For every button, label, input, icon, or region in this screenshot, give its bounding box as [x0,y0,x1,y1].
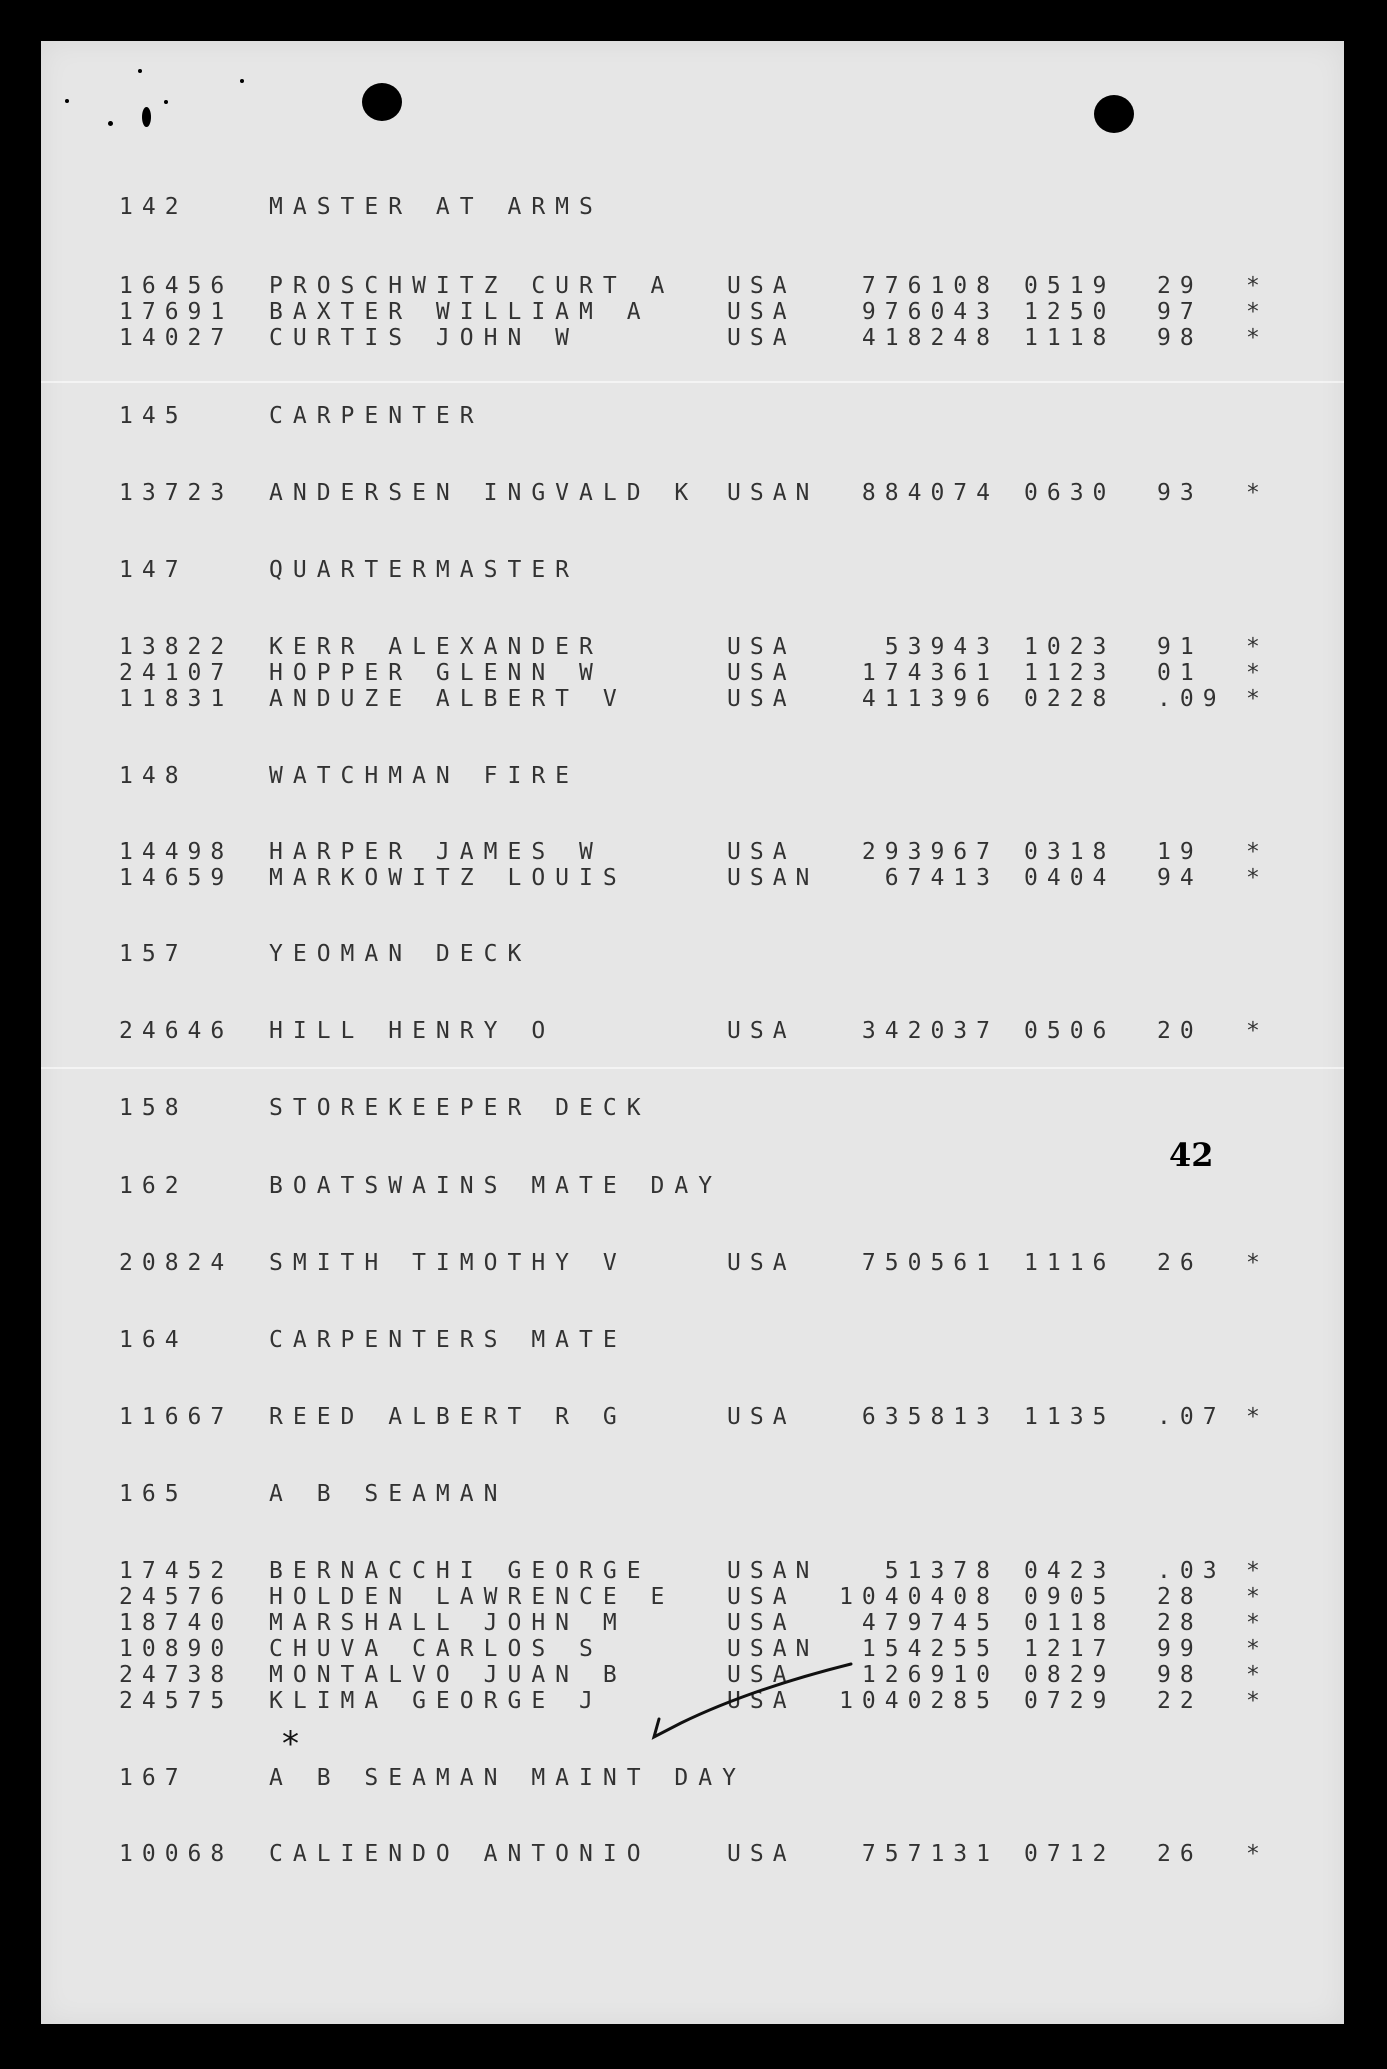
crew-name: CHUVA CARLOS S [269,1636,603,1662]
rating-code: 164 [119,1327,188,1353]
certificate-number: 418248 [861,325,999,351]
crew-entry [119,1250,1299,1276]
entry-mark: * [1246,1558,1260,1584]
year-code: 22 [1157,1688,1203,1714]
crew-entry [119,865,1299,891]
crew-name: SMITH TIMOTHY V [269,1250,627,1276]
year-code: 26 [1157,1841,1203,1867]
nationality: USA [727,660,796,686]
rating-heading [119,941,1299,967]
fold-line [41,381,1344,383]
rating-title: CARPENTERS MATE [269,1327,627,1353]
entry-mark: * [1246,1841,1260,1867]
year-code: 98 [1157,325,1203,351]
ink-speck [142,107,151,127]
rating-title: A B SEAMAN MAINT DAY [269,1765,746,1791]
nationality: USA [727,299,796,325]
rating-heading [119,763,1299,789]
book-number: 24107 [119,660,234,686]
crew-name: HARPER JAMES W [269,839,603,865]
certificate-number: 479745 [861,1610,999,1636]
crew-name: CURTIS JOHN W [269,325,580,351]
crew-entry [119,634,1299,660]
nationality: USA [727,1584,796,1610]
nationality: USA [727,1662,796,1688]
book-number: 20824 [119,1250,234,1276]
date-code: 1250 [1024,299,1116,325]
book-number: 14498 [119,839,234,865]
ink-speck [240,79,244,83]
page-number: 42 [1169,1136,1214,1174]
handwritten-check-mark [641,1661,871,1741]
certificate-number: 1040408 [839,1584,999,1610]
entry-mark: * [1246,1584,1260,1610]
crew-name: MONTALVO JUAN B [269,1662,627,1688]
crew-name: CALIENDO ANTONIO [269,1841,651,1867]
punch-hole [1094,95,1134,133]
date-code: 0729 [1024,1688,1116,1714]
crew-entry [119,325,1299,351]
rating-heading [119,1765,1299,1791]
ink-speck [138,69,142,73]
date-code: 0118 [1024,1610,1116,1636]
crew-name: KERR ALEXANDER [269,634,603,660]
date-code: 1023 [1024,634,1116,660]
crew-entry [119,299,1299,325]
entry-mark: * [1246,865,1260,891]
year-code: .07 [1157,1404,1226,1430]
date-code: 0404 [1024,865,1116,891]
rating-heading [119,1481,1299,1507]
certificate-number: 67413 [884,865,999,891]
certificate-number: 976043 [861,299,999,325]
year-code: .03 [1157,1558,1226,1584]
book-number: 14027 [119,325,234,351]
crew-entry [119,273,1299,299]
rating-title: A B SEAMAN [269,1481,508,1507]
nationality: USA [727,325,796,351]
rating-heading [119,1095,1299,1121]
crew-entry [119,1404,1299,1430]
date-code: 0423 [1024,1558,1116,1584]
rating-heading [119,1173,1299,1199]
entry-mark: * [1246,325,1260,351]
crew-name: HILL HENRY O [269,1018,556,1044]
year-code: 20 [1157,1018,1203,1044]
date-code: 0519 [1024,273,1116,299]
certificate-number: 757131 [861,1841,999,1867]
entry-mark: * [1246,273,1260,299]
fold-line [41,1067,1344,1069]
entry-mark: * [1246,1404,1260,1430]
nationality: USA [727,839,796,865]
rating-title: MASTER AT ARMS [269,194,603,220]
book-number: 10890 [119,1636,234,1662]
rating-heading [119,194,1299,220]
book-number: 13822 [119,634,234,660]
punch-hole [362,83,402,121]
book-number: 24646 [119,1018,234,1044]
ink-speck [65,99,69,103]
year-code: .09 [1157,686,1226,712]
book-number: 16456 [119,273,234,299]
certificate-number: 53943 [884,634,999,660]
rating-code: 158 [119,1095,188,1121]
book-number: 24575 [119,1688,234,1714]
entry-mark: * [1246,1250,1260,1276]
entry-mark: * [1246,299,1260,325]
nationality: USA [727,1610,796,1636]
nationality: USA [727,273,796,299]
nationality: USAN [727,1636,819,1662]
certificate-number: 342037 [861,1018,999,1044]
crew-name: HOLDEN LAWRENCE E [269,1584,675,1610]
date-code: 0506 [1024,1018,1116,1044]
crew-name: BERNACCHI GEORGE [269,1558,651,1584]
rating-heading [119,403,1299,429]
book-number: 24576 [119,1584,234,1610]
year-code: 01 [1157,660,1203,686]
book-number: 14659 [119,865,234,891]
year-code: 99 [1157,1636,1203,1662]
date-code: 0905 [1024,1584,1116,1610]
date-code: 0829 [1024,1662,1116,1688]
crew-name: MARSHALL JOHN M [269,1610,627,1636]
crew-name: ANDUZE ALBERT V [269,686,627,712]
book-number: 17452 [119,1558,234,1584]
entry-mark: * [1246,1610,1260,1636]
rating-title: QUARTERMASTER [269,557,580,583]
entry-mark: * [1246,686,1260,712]
crew-name: REED ALBERT R G [269,1404,627,1430]
rating-title: WATCHMAN FIRE [269,763,580,789]
crew-entry [119,1636,1299,1662]
year-code: 98 [1157,1662,1203,1688]
ink-speck [108,121,113,126]
book-number: 24738 [119,1662,234,1688]
rating-code: 148 [119,763,188,789]
rating-heading [119,1327,1299,1353]
certificate-number: 776108 [861,273,999,299]
certificate-number: 750561 [861,1250,999,1276]
rating-code: 162 [119,1173,188,1199]
entry-mark: * [1246,480,1260,506]
year-code: 91 [1157,634,1203,660]
rating-code: 165 [119,1481,188,1507]
nationality: USAN [727,865,819,891]
year-code: 19 [1157,839,1203,865]
date-code: 0318 [1024,839,1116,865]
nationality: USA [727,1250,796,1276]
year-code: 93 [1157,480,1203,506]
book-number: 11831 [119,686,234,712]
crew-entry [119,480,1299,506]
certificate-number: 635813 [861,1404,999,1430]
entry-mark: * [1246,1636,1260,1662]
rating-code: 167 [119,1765,188,1791]
book-number: 11667 [119,1404,234,1430]
certificate-number: 154255 [861,1636,999,1662]
book-number: 18740 [119,1610,234,1636]
nationality: USAN [727,1558,819,1584]
nationality: USA [727,1841,796,1867]
certificate-number: 884074 [861,480,999,506]
rating-heading [119,557,1299,583]
crew-name: BAXTER WILLIAM A [269,299,651,325]
crew-entry [119,1018,1299,1044]
crew-name: ANDERSEN INGVALD K [269,480,699,506]
crew-entry [119,1841,1299,1867]
rating-title: YEOMAN DECK [269,941,532,967]
rating-code: 147 [119,557,188,583]
entry-mark: * [1246,1688,1260,1714]
nationality: USA [727,634,796,660]
year-code: 28 [1157,1584,1203,1610]
certificate-number: 293967 [861,839,999,865]
nationality: USA [727,1018,796,1044]
crew-name: KLIMA GEORGE J [269,1688,603,1714]
year-code: 26 [1157,1250,1203,1276]
rating-title: BOATSWAINS MATE DAY [269,1173,723,1199]
crew-entry [119,1610,1299,1636]
document-page [41,41,1344,2024]
crew-name: MARKOWITZ LOUIS [269,865,627,891]
crew-entry [119,1584,1299,1610]
year-code: 28 [1157,1610,1203,1636]
certificate-number: 1040285 [839,1688,999,1714]
date-code: 0630 [1024,480,1116,506]
rating-title: STOREKEEPER DECK [269,1095,651,1121]
entry-mark: * [1246,1662,1260,1688]
rating-title: CARPENTER [269,403,484,429]
nationality: USAN [727,480,819,506]
date-code: 1123 [1024,660,1116,686]
handwritten-star-mark: * [282,1724,299,1764]
nationality: USA [727,1404,796,1430]
book-number: 13723 [119,480,234,506]
nationality: USA [727,1688,796,1714]
crew-entry [119,686,1299,712]
nationality: USA [727,686,796,712]
crew-entry [119,839,1299,865]
book-number: 17691 [119,299,234,325]
crew-entry [119,1558,1299,1584]
year-code: 94 [1157,865,1203,891]
certificate-number: 126910 [861,1662,999,1688]
date-code: 0228 [1024,686,1116,712]
entry-mark: * [1246,634,1260,660]
rating-code: 157 [119,941,188,967]
crew-entry [119,660,1299,686]
certificate-number: 411396 [861,686,999,712]
entry-mark: * [1246,839,1260,865]
date-code: 1217 [1024,1636,1116,1662]
certificate-number: 51378 [884,1558,999,1584]
book-number: 10068 [119,1841,234,1867]
crew-name: HOPPER GLENN W [269,660,603,686]
crew-name: PROSCHWITZ CURT A [269,273,675,299]
rating-code: 142 [119,194,188,220]
ink-speck [164,100,168,104]
date-code: 1116 [1024,1250,1116,1276]
date-code: 1118 [1024,325,1116,351]
date-code: 0712 [1024,1841,1116,1867]
year-code: 97 [1157,299,1203,325]
rating-code: 145 [119,403,188,429]
entry-mark: * [1246,660,1260,686]
entry-mark: * [1246,1018,1260,1044]
date-code: 1135 [1024,1404,1116,1430]
year-code: 29 [1157,273,1203,299]
certificate-number: 174361 [861,660,999,686]
